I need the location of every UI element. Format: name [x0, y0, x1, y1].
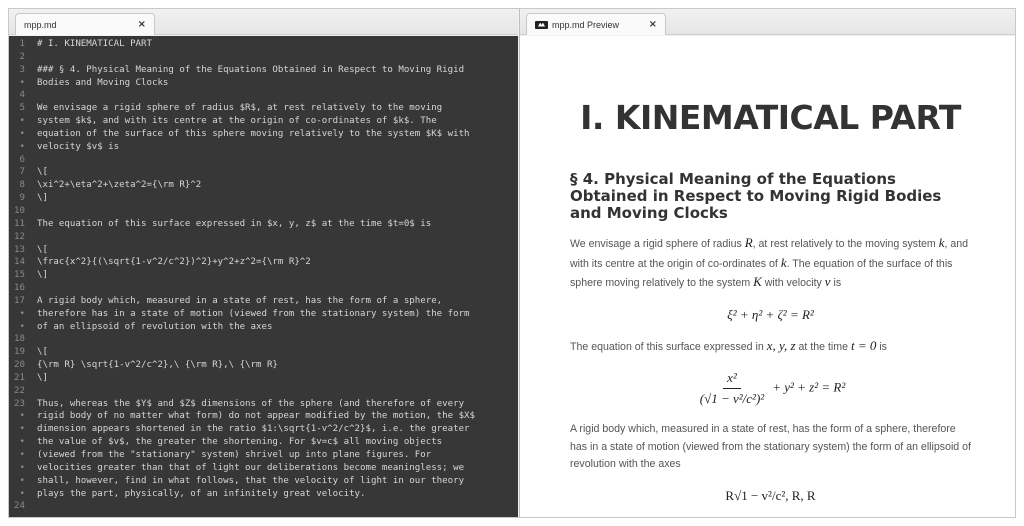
- code-line[interactable]: [9, 475, 518, 488]
- preview-paragraph: The equation of this surface expressed in x, y, z at the time t = 0 is: [570, 337, 887, 353]
- line-text: rigid body of no matter what form) do not appear modified by the motion, the $X$: [37, 411, 475, 422]
- code-line[interactable]: [9, 218, 518, 231]
- code-line[interactable]: [9, 462, 518, 475]
- line-text: A rigid body which, measured in a state of rest, has the form of a sphere,: [37, 295, 443, 306]
- line-number: •: [19, 77, 25, 88]
- line-text: \frac{x^2}{(\sqrt{1-v^2/c^2})^2}+y^2+z^2={\rm R}^2: [37, 257, 311, 268]
- preview-paragraph: We envisage a rigid sphere of radius R, at rest relatively to the moving system k, and with its centre at the origin of co-ordinates of k. The equation of the surface of this sphere moving relatively to the system K with velocity v is: [570, 235, 969, 289]
- line-number: 21: [14, 372, 25, 383]
- line-text: system $k$, and with its centre at the origin of co-ordinates of $k$. The: [37, 116, 437, 127]
- line-number: •: [19, 450, 25, 460]
- code-line[interactable]: [9, 102, 518, 115]
- line-number: 2: [19, 51, 25, 62]
- preview-heading-1: I. KINEMATICAL PART: [580, 98, 961, 137]
- line-text: the value of $v$, the greater the shortening. For $v=c$ all moving objects: [37, 437, 443, 448]
- code-line[interactable]: [9, 385, 518, 398]
- line-text: equation of the surface of this sphere moving relatively to the system $K$ with: [37, 128, 470, 139]
- line-text: {\rm R} \sqrt{1-v^2/c^2},\ {\rm R},\ {\rm R}: [37, 360, 278, 371]
- line-number: •: [19, 437, 25, 448]
- code-line[interactable]: [9, 256, 518, 269]
- line-text: velocities greater than that of light our deliberations become meaningless; we: [37, 462, 465, 473]
- code-line[interactable]: [9, 308, 518, 321]
- preview-equation: $\frac{\text{x²}}{\text{(√1 − v²/c²)²}}$ + y² + z² = R²: [699, 370, 846, 406]
- line-number: 3: [19, 64, 25, 75]
- code-line[interactable]: [9, 398, 518, 411]
- code-line[interactable]: [9, 205, 518, 218]
- code-line[interactable]: [9, 51, 518, 64]
- code-line[interactable]: [9, 295, 518, 308]
- code-line[interactable]: [9, 321, 518, 334]
- preview-paragraph: A rigid body which, measured in a state of rest, has the form of a sphere, therefore has in a state of motion (viewed from the stationary system) the form of an ellipsoid of revolution with the axes: [570, 423, 971, 470]
- tab-preview[interactable]: [526, 13, 666, 35]
- code-line[interactable]: [9, 115, 518, 128]
- line-number: 5: [19, 103, 25, 114]
- line-number: 8: [19, 180, 25, 191]
- line-number: 7: [19, 167, 25, 178]
- line-number: 23: [14, 398, 25, 409]
- line-text: ### § 4. Physical Meaning of the Equations Obtained in Respect to Moving Rigid: [37, 64, 465, 75]
- line-text: plays the part, physically, of an infinitely great velocity.: [37, 488, 366, 499]
- markdown-icon: [535, 21, 548, 29]
- line-number: 19: [14, 347, 25, 358]
- code-line[interactable]: [9, 192, 518, 205]
- line-number: •: [19, 128, 25, 139]
- line-number: 12: [14, 231, 25, 242]
- line-text: \[: [37, 167, 48, 178]
- code-line[interactable]: [9, 231, 518, 244]
- line-number: •: [19, 321, 25, 332]
- code-line[interactable]: [9, 359, 518, 372]
- code-line[interactable]: [9, 423, 518, 436]
- line-number: 6: [19, 154, 25, 165]
- code-line[interactable]: [9, 179, 518, 192]
- line-text: We envisage a rigid sphere of radius $R$, at rest relatively to the moving: [37, 103, 443, 114]
- code-line[interactable]: [9, 282, 518, 295]
- preview-heading-3: § 4. Physical Meaning of the Equations Obtained in Respect to Moving Rigid Bodies and Moving Clocks: [570, 170, 942, 222]
- line-number: 1: [19, 39, 25, 49]
- code-line[interactable]: [9, 333, 518, 346]
- markdown-preview: [520, 36, 1015, 517]
- code-line[interactable]: [9, 77, 518, 90]
- code-line[interactable]: [9, 89, 518, 102]
- code-line[interactable]: [9, 410, 518, 423]
- line-text: velocity $v$ is: [37, 141, 120, 152]
- line-number: 16: [14, 283, 25, 294]
- code-line[interactable]: [9, 346, 518, 359]
- line-number: 4: [19, 90, 25, 101]
- code-line[interactable]: [9, 244, 518, 257]
- line-number: 9: [19, 193, 25, 204]
- line-text: (viewed from the "stationary" system) shrivel up into plane figures. For: [37, 450, 432, 460]
- line-text: shall, however, find in what follows, that the velocity of light in our theory: [37, 475, 465, 486]
- line-number: 18: [14, 334, 25, 345]
- code-line[interactable]: [9, 449, 518, 462]
- code-line[interactable]: [9, 372, 518, 385]
- line-text: of an ellipsoid of revolution with the axes: [37, 321, 273, 332]
- editor-pane: [9, 9, 518, 517]
- tab-title: mpp.md: [24, 19, 57, 30]
- line-text: Thus, whereas the $Y$ and $Z$ dimensions of the sphere (and therefore of every: [37, 398, 465, 409]
- code-editor[interactable]: [9, 36, 518, 517]
- preview-equation: R√1 − v²/c², R, R: [725, 487, 816, 503]
- code-line[interactable]: [9, 500, 518, 513]
- code-line[interactable]: [9, 128, 518, 141]
- preview-tab-bar: [520, 9, 1015, 35]
- code-line[interactable]: [9, 166, 518, 179]
- editor-tab-bar: [9, 9, 518, 35]
- app-window: [8, 8, 1016, 518]
- line-number: 10: [14, 205, 25, 216]
- code-line[interactable]: [9, 436, 518, 449]
- line-number: 15: [14, 270, 25, 281]
- line-text: \[: [37, 244, 48, 255]
- code-line[interactable]: [9, 64, 518, 77]
- line-number: •: [19, 411, 25, 422]
- code-line[interactable]: [9, 38, 518, 51]
- line-number: 13: [14, 244, 25, 255]
- line-text: \xi^2+\eta^2+\zeta^2={\rm R}^2: [37, 180, 202, 191]
- line-number: •: [19, 475, 25, 486]
- line-number: •: [19, 116, 25, 127]
- line-text: \]: [37, 193, 48, 204]
- line-text: \[: [37, 347, 48, 358]
- line-number: •: [19, 308, 25, 319]
- line-number: 20: [14, 360, 25, 371]
- line-number: 24: [14, 501, 25, 512]
- line-text: therefore has in a state of motion (viewed from the stationary system) the form: [37, 308, 470, 319]
- line-text: \]: [37, 372, 48, 383]
- line-number: •: [19, 424, 25, 435]
- line-number: •: [19, 462, 25, 473]
- line-number: 14: [14, 257, 25, 268]
- preview-equation: ξ² + η² + ζ² = R²: [727, 306, 814, 322]
- line-number: •: [19, 488, 25, 499]
- code-line[interactable]: [9, 154, 518, 167]
- line-number: •: [19, 141, 25, 152]
- line-number: 17: [14, 295, 25, 306]
- tab-mpp-md[interactable]: [15, 13, 155, 35]
- line-text: dimension appears shortened in the ratio $1:\sqrt{1-v^2/c^2}$, i.e. the greater: [37, 424, 470, 435]
- code-line[interactable]: [9, 269, 518, 282]
- close-icon[interactable]: ×: [137, 19, 146, 30]
- line-number: 11: [14, 218, 25, 229]
- code-line[interactable]: [9, 488, 518, 501]
- line-text: Bodies and Moving Clocks: [37, 77, 169, 88]
- line-number: 22: [14, 385, 25, 396]
- line-text: # I. KINEMATICAL PART: [37, 39, 152, 49]
- line-text: \]: [37, 270, 48, 281]
- close-icon[interactable]: ×: [648, 19, 657, 30]
- preview-pane: [519, 9, 1015, 517]
- code-line[interactable]: [9, 141, 518, 154]
- line-text: The equation of this surface expressed in $x, y, z$ at the time $t=0$ is: [37, 218, 432, 229]
- tab-title: mpp.md Preview: [552, 19, 620, 30]
